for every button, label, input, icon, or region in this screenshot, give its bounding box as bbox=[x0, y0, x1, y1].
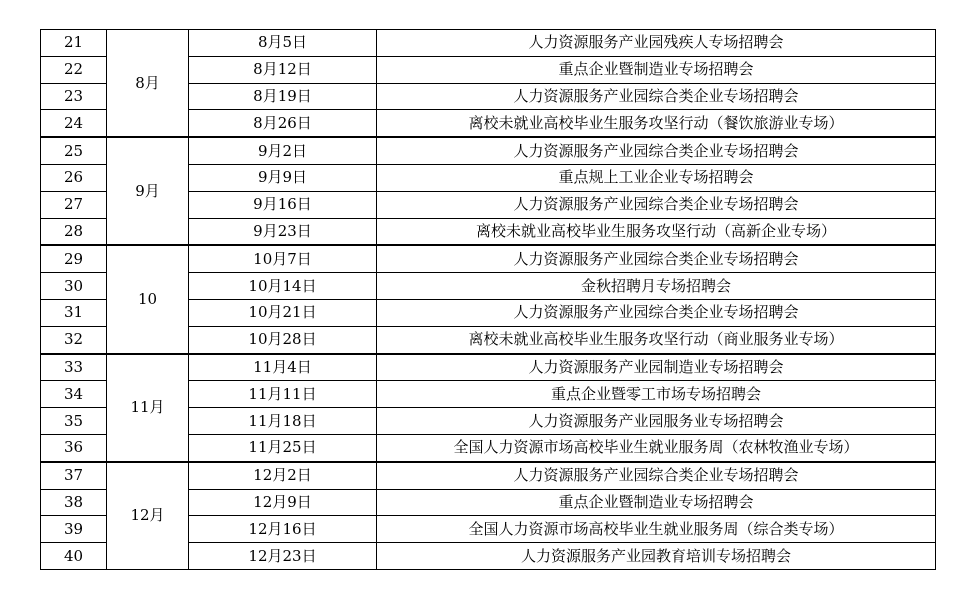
date-cell: 8月26日 bbox=[189, 110, 377, 137]
row-number-cell: 22 bbox=[41, 56, 107, 83]
event-name-cell: 离校未就业高校毕业生服务攻坚行动（商业服务业专场） bbox=[377, 326, 936, 353]
event-name-cell: 全国人力资源市场高校毕业生就业服务周（农林牧渔业专场） bbox=[377, 434, 936, 461]
row-number-cell: 33 bbox=[41, 354, 107, 381]
row-number-cell: 27 bbox=[41, 191, 107, 218]
date-cell: 9月16日 bbox=[189, 191, 377, 218]
date-cell: 12月2日 bbox=[189, 462, 377, 489]
date-cell: 9月23日 bbox=[189, 218, 377, 245]
event-name-cell: 重点规上工业企业专场招聘会 bbox=[377, 164, 936, 191]
event-name-cell: 人力资源服务产业园教育培训专场招聘会 bbox=[377, 543, 936, 570]
table-row bbox=[41, 30, 936, 57]
month-cell: 11月 bbox=[107, 354, 189, 462]
row-number-cell: 25 bbox=[41, 137, 107, 164]
event-name-cell: 人力资源服务产业园综合类企业专场招聘会 bbox=[377, 83, 936, 110]
month-cell: 8月 bbox=[107, 30, 189, 138]
date-cell: 11月25日 bbox=[189, 434, 377, 461]
job-fair-schedule-table bbox=[40, 29, 936, 570]
date-cell: 9月2日 bbox=[189, 137, 377, 164]
row-number-cell: 24 bbox=[41, 110, 107, 137]
table-row bbox=[41, 245, 936, 272]
date-cell: 9月9日 bbox=[189, 164, 377, 191]
date-cell: 12月23日 bbox=[189, 543, 377, 570]
row-number-cell: 37 bbox=[41, 462, 107, 489]
event-name-cell: 人力资源服务产业园综合类企业专场招聘会 bbox=[377, 462, 936, 489]
month-cell: 10 bbox=[107, 245, 189, 353]
table-row bbox=[41, 137, 936, 164]
event-name-cell: 重点企业暨零工市场专场招聘会 bbox=[377, 381, 936, 408]
row-number-cell: 31 bbox=[41, 299, 107, 326]
event-name-cell: 重点企业暨制造业专场招聘会 bbox=[377, 489, 936, 516]
date-cell: 10月28日 bbox=[189, 326, 377, 353]
row-number-cell: 30 bbox=[41, 273, 107, 300]
date-cell: 11月4日 bbox=[189, 354, 377, 381]
row-number-cell: 28 bbox=[41, 218, 107, 245]
month-cell: 9月 bbox=[107, 137, 189, 245]
date-cell: 10月7日 bbox=[189, 245, 377, 272]
event-name-cell: 人力资源服务产业园残疾人专场招聘会 bbox=[377, 30, 936, 57]
event-name-cell: 人力资源服务产业园服务业专场招聘会 bbox=[377, 408, 936, 435]
month-cell: 12月 bbox=[107, 462, 189, 570]
schedule-table-body bbox=[41, 30, 936, 570]
row-number-cell: 26 bbox=[41, 164, 107, 191]
row-number-cell: 36 bbox=[41, 434, 107, 461]
row-number-cell: 21 bbox=[41, 30, 107, 57]
row-number-cell: 32 bbox=[41, 326, 107, 353]
date-cell: 10月14日 bbox=[189, 273, 377, 300]
event-name-cell: 重点企业暨制造业专场招聘会 bbox=[377, 56, 936, 83]
event-name-cell: 全国人力资源市场高校毕业生就业服务周（综合类专场） bbox=[377, 516, 936, 543]
row-number-cell: 23 bbox=[41, 83, 107, 110]
event-name-cell: 人力资源服务产业园综合类企业专场招聘会 bbox=[377, 191, 936, 218]
event-name-cell: 人力资源服务产业园制造业专场招聘会 bbox=[377, 354, 936, 381]
event-name-cell: 离校未就业高校毕业生服务攻坚行动（高新企业专场） bbox=[377, 218, 936, 245]
event-name-cell: 金秋招聘月专场招聘会 bbox=[377, 273, 936, 300]
row-number-cell: 40 bbox=[41, 543, 107, 570]
date-cell: 12月16日 bbox=[189, 516, 377, 543]
date-cell: 12月9日 bbox=[189, 489, 377, 516]
table-row bbox=[41, 462, 936, 489]
table-row bbox=[41, 354, 936, 381]
date-cell: 8月5日 bbox=[189, 30, 377, 57]
date-cell: 11月11日 bbox=[189, 381, 377, 408]
date-cell: 8月19日 bbox=[189, 83, 377, 110]
row-number-cell: 38 bbox=[41, 489, 107, 516]
event-name-cell: 离校未就业高校毕业生服务攻坚行动（餐饮旅游业专场） bbox=[377, 110, 936, 137]
date-cell: 10月21日 bbox=[189, 299, 377, 326]
row-number-cell: 35 bbox=[41, 408, 107, 435]
row-number-cell: 34 bbox=[41, 381, 107, 408]
event-name-cell: 人力资源服务产业园综合类企业专场招聘会 bbox=[377, 299, 936, 326]
row-number-cell: 29 bbox=[41, 245, 107, 272]
date-cell: 8月12日 bbox=[189, 56, 377, 83]
date-cell: 11月18日 bbox=[189, 408, 377, 435]
row-number-cell: 39 bbox=[41, 516, 107, 543]
event-name-cell: 人力资源服务产业园综合类企业专场招聘会 bbox=[377, 245, 936, 272]
event-name-cell: 人力资源服务产业园综合类企业专场招聘会 bbox=[377, 137, 936, 164]
